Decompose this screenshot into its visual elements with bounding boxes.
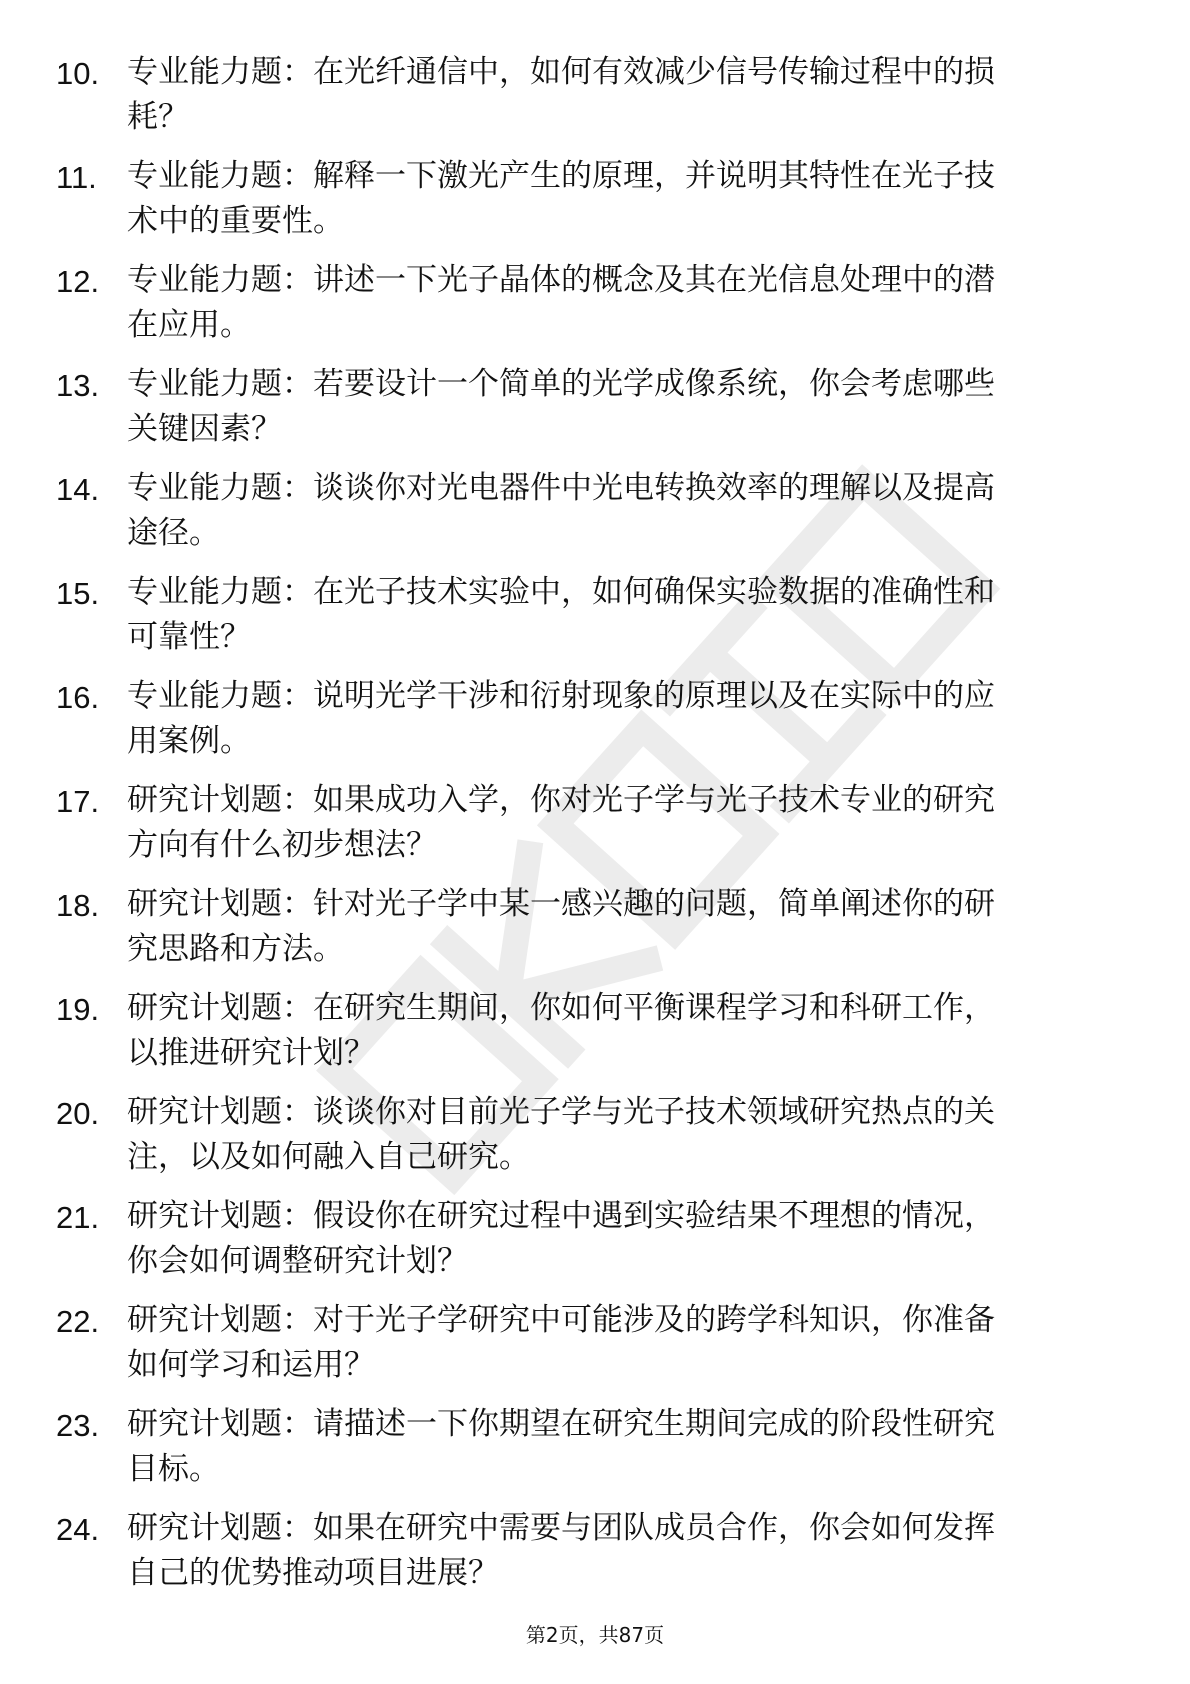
question-text-line: 研究计划题：针对光子学中某一感兴趣的问题，简单阐述你的研 — [127, 886, 995, 922]
question-text-line: 专业能力题：谈谈你对光电器件中光电转换效率的理解以及提高 — [127, 470, 995, 506]
question-number: 24. — [56, 1512, 100, 1547]
question-number: 15. — [56, 576, 100, 611]
question-item — [0, 1090, 1190, 1194]
question-item — [0, 154, 1190, 258]
question-text — [127, 1298, 1117, 1388]
question-text — [127, 1194, 1117, 1284]
question-text-line: 专业能力题：在光纤通信中，如何有效减少信号传输过程中的损 — [127, 54, 995, 90]
question-text-line: 可靠性？ — [127, 619, 251, 655]
question-item — [0, 570, 1190, 674]
question-text-line: 以推进研究计划？ — [127, 1035, 375, 1071]
question-text-line: 研究计划题：请描述一下你期望在研究生期间完成的阶段性研究 — [127, 1406, 995, 1442]
question-text-line: 专业能力题：说明光学干涉和衍射现象的原理以及在实际中的应 — [127, 678, 995, 714]
question-text-line: 你会如何调整研究计划？ — [127, 1243, 468, 1279]
question-item — [0, 1402, 1190, 1506]
question-text-line: 专业能力题：若要设计一个简单的光学成像系统，你会考虑哪些 — [127, 366, 995, 402]
question-number: 22. — [56, 1304, 100, 1339]
question-text-line: 如何学习和运用？ — [127, 1347, 375, 1383]
question-text — [127, 154, 1117, 244]
question-text — [127, 1402, 1117, 1492]
question-text-line: 关键因素？ — [127, 411, 282, 447]
question-number: 17. — [56, 784, 100, 819]
question-text-line: 专业能力题：在光子技术实验中，如何确保实验数据的准确性和 — [127, 574, 995, 610]
question-text-line: 专业能力题：讲述一下光子晶体的概念及其在光信息处理中的潜 — [127, 262, 995, 298]
question-text-line: 研究计划题：对于光子学研究中可能涉及的跨学科知识，你准备 — [127, 1302, 995, 1338]
question-item — [0, 882, 1190, 986]
question-number: 21. — [56, 1200, 100, 1235]
question-text — [127, 1090, 1117, 1180]
question-item — [0, 466, 1190, 570]
question-text-line: 研究计划题：在研究生期间，你如何平衡课程学习和科研工作， — [127, 990, 995, 1026]
question-item — [0, 986, 1190, 1090]
question-item — [0, 1506, 1190, 1610]
question-text-line: 研究计划题：如果成功入学，你对光子学与光子技术专业的研究 — [127, 782, 995, 818]
question-item — [0, 1194, 1190, 1298]
question-number: 20. — [56, 1096, 100, 1131]
question-text — [127, 362, 1117, 452]
question-text-line: 在应用。 — [127, 307, 251, 343]
question-text-line: 目标。 — [127, 1451, 220, 1487]
question-text-line: 注，以及如何融入自己研究。 — [127, 1139, 530, 1175]
question-number: 13. — [56, 368, 100, 403]
question-text — [127, 50, 1117, 140]
question-item — [0, 362, 1190, 466]
question-number: 19. — [56, 992, 100, 1027]
question-item — [0, 258, 1190, 362]
question-text-line: 究思路和方法。 — [127, 931, 344, 967]
question-text-line: 专业能力题：解释一下激光产生的原理，并说明其特性在光子技 — [127, 158, 995, 194]
question-number: 12. — [56, 264, 100, 299]
question-text — [127, 986, 1117, 1076]
question-text — [127, 258, 1117, 348]
question-list — [0, 50, 1190, 1610]
question-text-line: 研究计划题：谈谈你对目前光子学与光子技术领域研究热点的关 — [127, 1094, 995, 1130]
question-number: 23. — [56, 1408, 100, 1443]
question-text — [127, 1506, 1117, 1596]
question-item — [0, 1298, 1190, 1402]
question-text-line: 用案例。 — [127, 723, 251, 759]
question-text — [127, 674, 1117, 764]
question-text-line: 研究计划题：假设你在研究过程中遇到实验结果不理想的情况， — [127, 1198, 995, 1234]
question-item — [0, 674, 1190, 778]
question-text-line: 术中的重要性。 — [127, 203, 344, 239]
question-text — [127, 778, 1117, 868]
question-text-line: 研究计划题：如果在研究中需要与团队成员合作，你会如何发挥 — [127, 1510, 995, 1546]
question-text-line: 方向有什么初步想法？ — [127, 827, 437, 863]
question-text-line: 耗？ — [127, 99, 189, 135]
page-indicator: 第2页，共87页 — [525, 1623, 665, 1647]
question-number: 10. — [56, 56, 100, 91]
question-number: 18. — [56, 888, 100, 923]
question-text-line: 途径。 — [127, 515, 220, 551]
question-item — [0, 778, 1190, 882]
question-number: 14. — [56, 472, 100, 507]
question-text — [127, 570, 1117, 660]
question-item — [0, 50, 1190, 154]
question-text — [127, 466, 1117, 556]
question-text — [127, 882, 1117, 972]
question-text-line: 自己的优势推动项目进展？ — [127, 1555, 499, 1591]
question-number: 16. — [56, 680, 100, 715]
question-number: 11. — [56, 160, 97, 195]
